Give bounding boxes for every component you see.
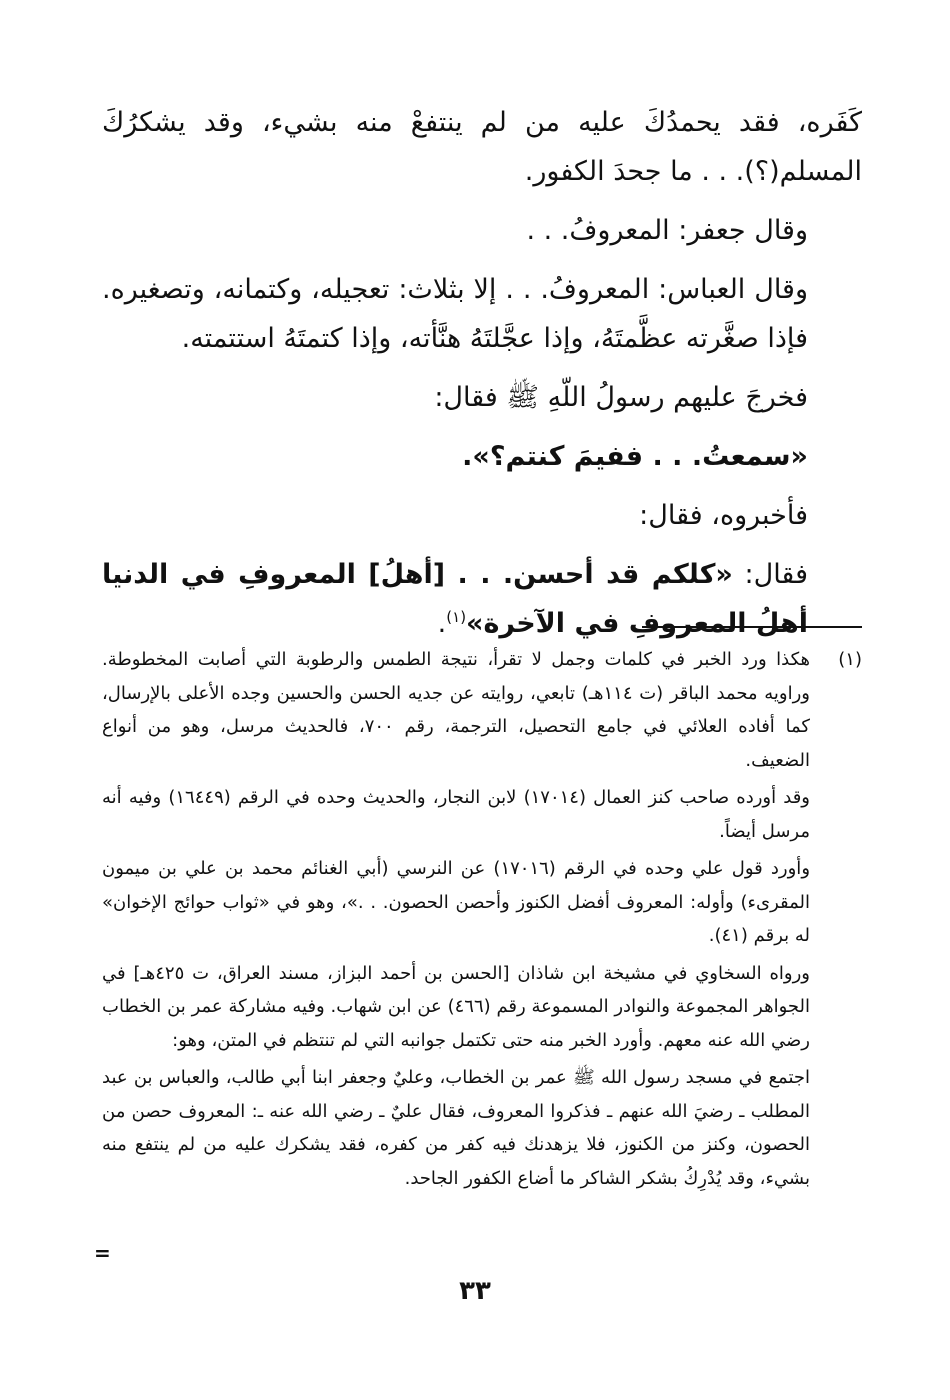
footnote-paragraph-4: ورواه السخاوي في مشيخة ابن شاذان [الحسن بن أحمد البزاز، مسند العراق، ت ٤٢٥هـ] في الجواهر المجموعة والنوادر المسموعة رقم (٤٦٦) عن ابن شهاب. وفيه مشاركة عمر بن الخطاب رضي الله عنه معهم. وأورد الخبر منه حتى تكتمل جوانبه التي لم تنتظم في المتن، وهو: (102, 962, 810, 1051)
paragraph-3: وقال العباس: المعروفُ. . . إلا بثلاث: تعجيله، وكتمانه، وتصغيره. فإذا صغَّرته عظَّمتَهُ، وإذا عجَّلتَهُ هنَّأته، وإذا كتمتَهُ استتمته. (102, 274, 808, 354)
paragraph-6: فأخبروه، فقال: (639, 500, 808, 531)
paragraph-2: وقال جعفر: المعروفُ. . . (526, 215, 808, 246)
paragraph-1: كَفَره، فقد يحمدُكَ عليه من لم ينتفعْ منه بشيء، وقد يشكرُكَ المسلم(؟). . . ما جحدَ الكفور. (102, 107, 862, 187)
quote-prophet: «كلكم قد أحسن. . . [أهلُ] المعروفِ في الدنيا أهلُ المعروفِ في الآخرة» (102, 559, 808, 639)
page-number: ٣٣ (459, 1276, 491, 1306)
quote-heard: «سمعتُ. . . ففيمَ كنتم؟». (462, 441, 808, 472)
footnote-number: (١) (838, 649, 862, 670)
paragraph-7-lead: فقال: (732, 559, 808, 590)
footnote-divider (642, 626, 862, 628)
footnote-paragraph-5: اجتمع في مسجد رسول الله ﷺ عمر بن الخطاب، وعليٌ وجعفر ابنا أبي طالب، والعباس بن عبد المطلب ـ رضيَ الله عنهم ـ فذكروا المعروف، فقال عليٌ ـ رضي الله عنه ـ: المعروف حصن من الحصون، وكنز من الكنوز، فلا يزهدنك فيه كفر من كفره، فقد يشكرك عليه من لم ينتفع منه بشيء، وقد يُدْرِكُ بشكر الشاكر ما أضاع الكفور الجاحد. (102, 1067, 810, 1189)
footnote-body (102, 643, 810, 1195)
paragraph-4: فخرجَ عليهم رسولُ اللّهِ ﷺ فقال: (434, 382, 808, 413)
paragraph-7-end: . (437, 608, 447, 639)
continuation-mark: = (94, 1241, 111, 1265)
footnote-reference[interactable]: (١) (446, 608, 467, 626)
paragraph-7 (102, 550, 862, 648)
footnote-paragraph-1: هكذا ورد الخبر في كلمات وجمل لا تقرأ، نتيجة الطمس والرطوبة التي أصابت المخطوطة. وراويه محمد الباقر (ت ١١٤هـ) تابعي، روايته عن جديه الحسن والحسين وجده الأعلى بالإرسال، كما أفاده العلائي في جامع التحصيل، الترجمة، رقم ٧٠٠، فالحديث مرسل، وهو من أنواع الضعيف. (102, 649, 810, 771)
footnote-block (102, 643, 862, 1195)
main-text (102, 98, 862, 648)
footnote-paragraph-2: وقد أورده صاحب كنز العمال (١٧٠١٤) لابن النجار، والحديث وحده في الرقم (١٦٤٤٩) وفيه أنه مرسل أيضاً. (102, 787, 810, 842)
footnote-paragraph-3: وأورد قول علي وحده في الرقم (١٧٠١٦) عن النرسي (أبي الغنائم محمد بن علي بن ميمون المقرىء) وأوله: المعروف أفضل الكنوز وأحصن الحصون. . .»، وهو في «ثواب حوائج الإخوان» له برقم (٤١). (102, 858, 811, 946)
